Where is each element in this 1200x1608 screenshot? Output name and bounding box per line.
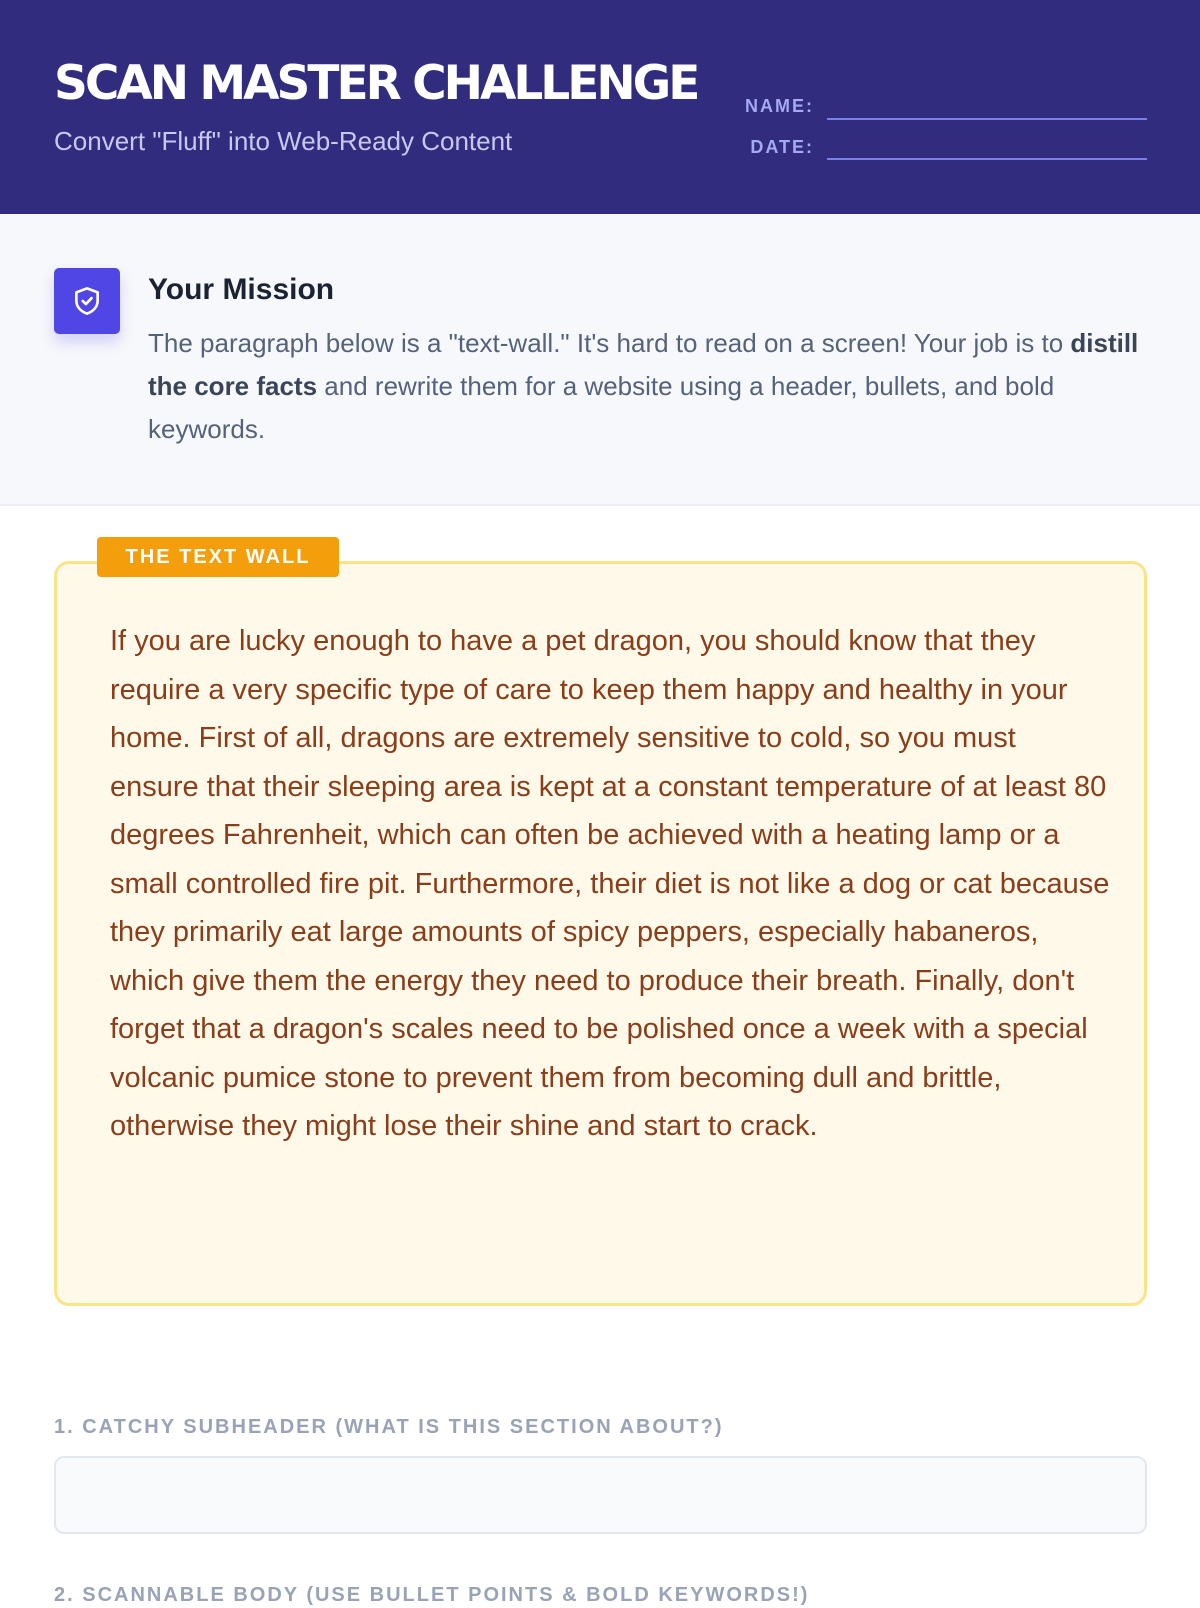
subheader-section-label: 1. CATCHY SUBHEADER (WHAT IS THIS SECTION ABOUT?): [54, 1416, 724, 1438]
header-banner: [0, 0, 1200, 214]
subheader-input[interactable]: [54, 1456, 1147, 1534]
date-label: DATE:: [750, 137, 814, 157]
mission-title: Your Mission: [148, 273, 335, 306]
shield-check-icon: [54, 268, 120, 334]
mission-description: [148, 322, 1148, 451]
worksheet-title: SCAN MASTER CHALLENGE: [54, 56, 698, 111]
name-label: NAME:: [745, 96, 814, 116]
text-wall-paragraph: If you are lucky enough to have a pet dragon, you should know that they require a very specific type of care to keep them happy and healthy in your home. First of all, dragons are extremely sensitive to cold, so you must ensure that their sleeping area is kept at a constant temperature of at least 80 degrees Fahrenheit, which can often be achieved with a heating lamp or a small controlled fire pit. Furthermore, their diet is not like a dog or cat because they primarily eat large amounts of spicy peppers, especially habaneros, which give them the energy they need to produce their breath. Finally, don't forget that a dragon's scales need to be polished once a week with a special volcanic pumice stone to prevent them from becoming dull and brittle, otherwise they might lose their shine and start to crack.: [110, 625, 1110, 1142]
mission-text-start: The paragraph below is a "text-wall." It's hard to read on a screen! Your job is to: [148, 328, 1071, 358]
text-wall-tag: THE TEXT WALL: [97, 537, 339, 577]
mission-text-bold: distill the core facts: [148, 328, 1139, 401]
worksheet-subtitle: Convert "Fluff" into Web-Ready Content: [54, 126, 513, 156]
date-field-line[interactable]: [827, 158, 1147, 160]
body-section-label: 2. SCANNABLE BODY (USE BULLET POINTS & BOLD KEYWORDS!): [54, 1584, 810, 1606]
name-field-line[interactable]: [827, 118, 1147, 120]
mission-text-end: and rewrite them for a website using a header, bullets, and bold keywords.: [148, 371, 1055, 444]
